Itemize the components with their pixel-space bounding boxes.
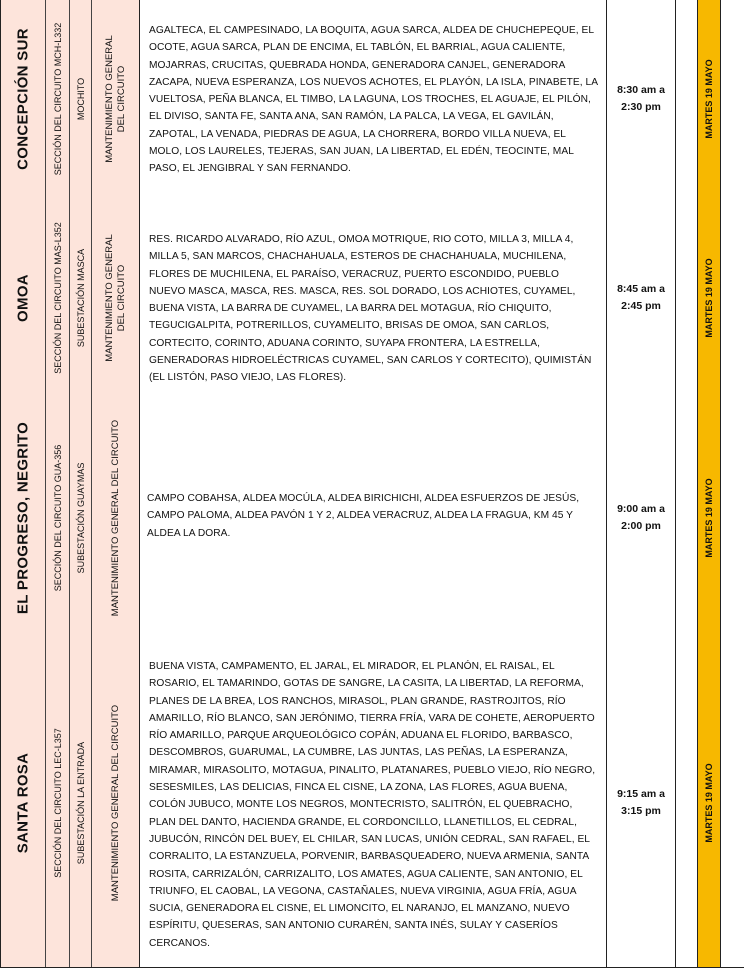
zone-cell [0,198,46,398]
zone-label: SANTA ROSA [14,752,32,853]
places-list: CAMPO COBAHSA, ALDEA MOCÚLA, ALDEA BIRICHICHI, ALDEA ESFUERZOS DE JESÚS, CAMPO PALOMA, ALDEA PAVÓN 1 Y 2, ALDEA VERACRUZ, ALDEA LA FRAGUA, KM 45 Y ALDEA LA DORA. [147,493,580,539]
section-cell [46,638,70,967]
time-range [607,82,675,116]
substation-cell [70,398,92,638]
places-list: RES. RICARDO ALVARADO, RÍO AZUL, OMOA MOTRIQUE, RIO COTO, MILLA 3, MILLA 4, MILLA 5, SAN MARCOS, CHACHAHUALA, ESTEROS DE CHACHAHUALA, MUCHILENA, FLORES DE MUCHILENA, EL PARAÍSO, VERACRUZ, PUERTO ESCONDIDO, PUEBLO NUEVO MASCA, MASCA, RES. MASCA, RES. SOL DORADO, LOS ACHIOTES, CUYAMEL, BUENA VISTA, LA BARRA DE CUYAMEL, LA BARRA DEL MOTAGUA, RÍO CHIQUITO, TEGUCIGALPITA, POTRERILLOS, CUYAMELITO, BRISAS DE OMOA, SAN CARLOS, CORTECITO, CORINTO, ADUANA CORINTO, SUYAPA FRONTERA, LA ESTRELLA, GENERADORAS HIDROELÉCTRICAS CUYAMEL, SAN CARLOS Y CORTECITO), QUIMISTÁN (EL LISTÓN, PASO VIEJO, LAS FLORES). [149,234,592,384]
table-row [0,198,744,399]
time-end: 3:15 pm [621,804,661,817]
maintenance-cell [92,0,140,198]
edge-cell [721,638,744,967]
spacer-cell [676,638,698,967]
table-row [0,0,744,199]
edge-cell [721,398,744,638]
date-cell [698,638,721,967]
places-cell [140,638,607,967]
table-row [0,638,744,968]
places-cell [140,398,607,638]
spacer-cell [676,198,698,398]
substation-cell [70,638,92,967]
zone-cell [0,638,46,967]
circuit-section-label: SECCIÓN DEL CIRCUITO LEC-L357 [52,727,63,878]
edge-cell [721,0,744,198]
section-cell [46,198,70,398]
maintenance-label: MANTENIMIENTO GENERAL DEL CIRCUITO [103,234,127,362]
date-label: MARTES 19 MAYO [704,762,714,843]
time-range [607,501,675,535]
date-label: MARTES 19 MAYO [704,59,714,139]
edge-cell [721,198,744,398]
places-cell [140,0,607,198]
time-end: 2:30 pm [621,101,661,113]
zone-cell [0,398,46,638]
spacer-cell [676,398,698,638]
time-start: 8:30 am a [617,84,665,96]
date-cell [698,0,721,198]
places-cell [140,198,607,398]
maintenance-cell [92,398,140,638]
zone-label: OMOA [14,274,32,322]
substation-label: SUBESTACIÓN LA ENTRADA [75,741,86,864]
maintenance-label: MANTENIMIENTO GENERAL DEL CIRCUITO [109,704,121,901]
time-range [607,281,675,315]
places-list: AGALTECA, EL CAMPESINADO, LA BOQUITA, AGUA SARCA, ALDEA DE CHUCHEPEQUE, EL OCOTE, AGUA SARCA, PLAN DE ENCIMA, EL TABLÓN, EL BARRIAL, AGUA CALIENTE, MOJARRAS, CRUCITAS, QUEBRADA HONDA, GENERADORA CANJEL, GENERADORA ZACAPA, NUEVA ESPERANZA, LOS NUEVOS ACHOTES, EL PLAYÓN, LA ISLA, PINABETE, LA VUELTOSA, PEÑA BLANCA, EL TIMBO, LA LAGUNA, LOS TROCHES, EL AGUAJE, EL PILÓN, EL DIVISO, SANTA FE, SANTA ANA, SAN RAMÓN, LA PALCA, LA VEGA, EL GAVILÁN, ZAPOTAL, LA VENADA, PIEDRAS DE AGUA, LA CHORRERA, BORDO VILLA NUEVA, EL MOLO, LOS LAURELES, TEJERAS, SAN JUAN, LA LIBERTAD, EL EDÉN, TEOCINTE, MAL PASO, EL JENGIBRAL Y SAN FERNANDO. [149,25,598,175]
substation-label: SUBESTACIÓN GUAYMAS [75,462,86,574]
time-end: 2:45 pm [621,300,661,312]
zone-label: CONCEPCIÓN SUR [14,28,32,170]
time-start: 9:15 am a [617,787,665,800]
section-cell [46,398,70,638]
maintenance-label: MANTENIMIENTO GENERAL DEL CIRCUITO [109,419,121,617]
circuit-section-label: SECCIÓN DEL CIRCUITO GUA-356 [52,444,63,592]
circuit-section-label: SECCIÓN DEL CIRCUITO MCH-L332 [52,22,63,176]
spacer-cell [676,0,698,198]
time-start: 9:00 am a [617,503,665,515]
date-label: MARTES 19 MAYO [704,258,714,338]
substation-label: MOCHITO [75,77,86,121]
section-cell [46,0,70,198]
substation-cell [70,0,92,198]
date-label: MARTES 19 MAYO [704,478,714,558]
substation-cell [70,198,92,398]
circuit-section-label: SECCIÓN DEL CIRCUITO MAS-L352 [52,222,63,374]
time-end: 2:00 pm [621,520,661,532]
time-range [607,786,675,820]
time-cell [607,638,676,967]
zone-cell [0,0,46,198]
maintenance-cell [92,638,140,967]
maintenance-label: MANTENIMIENTO GENERAL DEL CIRCUITO [103,35,127,163]
substation-label: SUBESTACIÓN MASCA [75,248,86,348]
time-cell [607,0,676,198]
time-cell [607,398,676,638]
date-cell [698,198,721,398]
time-cell [607,198,676,398]
date-cell [698,398,721,638]
table-row [0,398,744,639]
time-start: 8:45 am a [617,283,665,295]
zone-label: EL PROGRESO, NEGRITO [14,421,32,615]
places-list: BUENA VISTA, CAMPAMENTO, EL JARAL, EL MIRADOR, EL PLANÓN, EL RAISAL, EL ROSARIO, EL TAMARINDO, GOTAS DE SANGRE, LA CASITA, LA LIBERTAD, LA REFORMA, PLANES DE LA BREA, LOS RANCHOS, MIRASOL, PLAN GRANDE, RASTROJITOS, RÍO AMARILLO, RÍO BLANCO, SAN JERÓNIMO, TIERRA FRÍA, VARA DE COHETE, AEROPUERTO RÍO AMARILLO, PARQUE ARQUEOLÓGICO COPÁN, ADUANA EL FLORIDO, BARBASCO, DESCOMBROS, GUARUMAL, LA CUMBRE, LAS JUNTAS, LAS PEÑAS, LA ESPERANZA, MIRAMAR, MIRASOLITO, MOTAGUA, PINALITO, PLATANARES, PUEBLO VIEJO, RÍO NEGRO, SESESMILES, LAS DELICIAS, FINCA EL CISNE, LA ZONA, LAS FLORES, AGUA BUENA, COLÓN JUBUCO, MONTE LOS NEGROS, MONTECRISTO, SALITRÓN, EL QUEBRACHO, PLAN DEL DANTO, HACIENDA GRANDE, EL CORDONCILLO, LLANETILLOS, EL CEDRAL, JUBUCÓN, RINCÓN DEL BUEY, EL CHILAR, SAN LUCAS, UNIÓN CEDRAL, SAN RAFAEL, EL CORRALITO, LA ESTANZUELA, PORVENIR, BARBASQUEADERO, NUEVA ARMENIA, SANTA ROSITA, CARRIZALÓN, CARRIZALITO, LOS AMATES, AGUA CALIENTE, SAN ANTONIO, EL TRIUNFO, EL CAOBAL, LA VEGONA, CASTAÑALES, NUEVA VIRGINIA, AGUA FRÍA, AGUA SUCIA, GENERADORA EL CISNE, EL LIMONCITO, EL NARANJO, EL MANZANO, NUEVO ESPÍRITU, QUESERAS, SAN ANTONIO CURARÉN, SANTA INÉS, SULAY Y CASERÍOS CERCANOS. [149,661,596,949]
maintenance-cell [92,198,140,398]
